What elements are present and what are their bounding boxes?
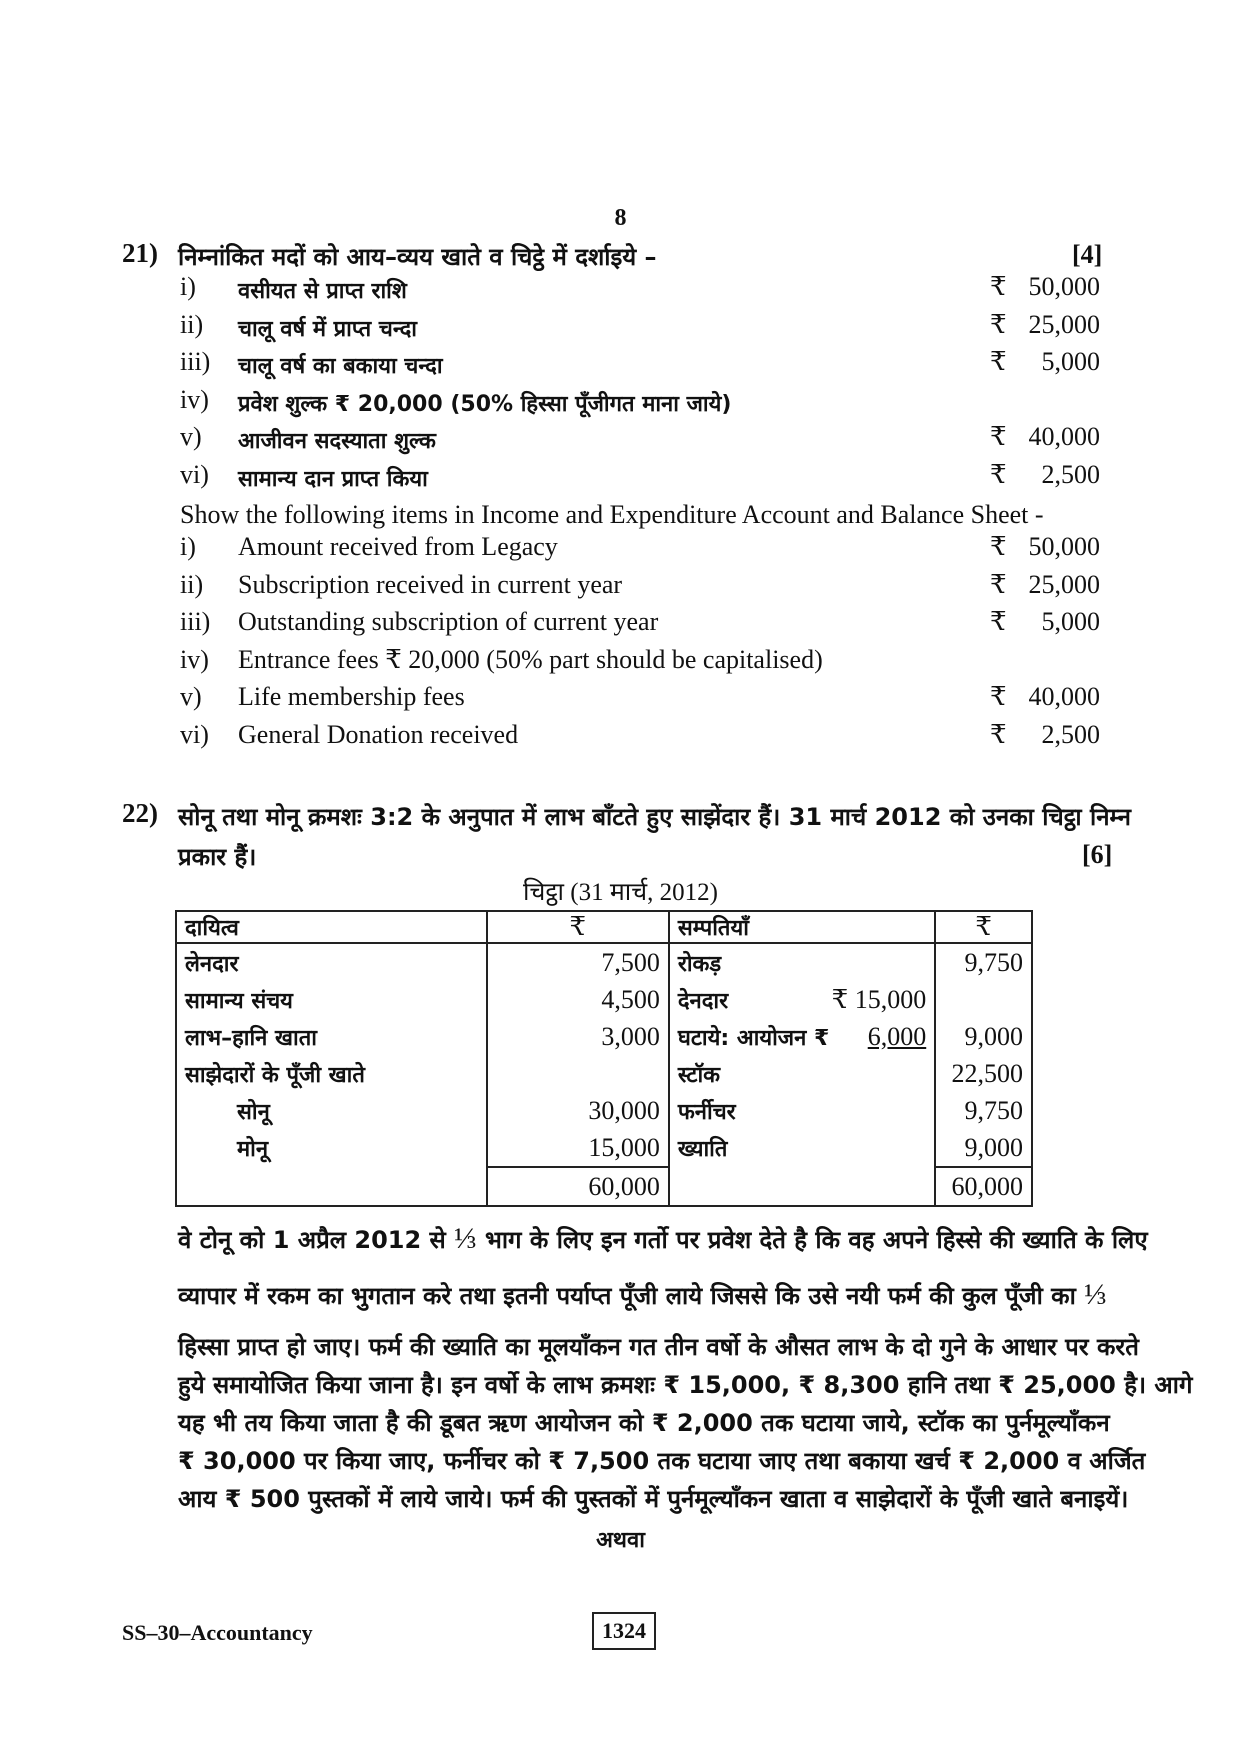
item-roman-numeral: i) (180, 272, 196, 301)
english-item (0, 720, 1241, 756)
rupee-symbol: ₹ (990, 569, 1007, 599)
liability-amount: 15,000 (487, 1129, 669, 1167)
amount-value: 25,000 (1028, 569, 1100, 599)
item-label: Entrance fees ₹ 20,000 (50% part should be capitalised) (238, 644, 823, 674)
liability-label: मोनू (176, 1129, 487, 1167)
item-roman-numeral: iv) (180, 384, 209, 414)
table-row (176, 1055, 1032, 1092)
english-item (0, 532, 1241, 568)
item-roman-numeral: ii) (180, 569, 204, 599)
item-label: General Donation received (238, 720, 519, 749)
item-label: सामान्य दान प्राप्त किया (238, 467, 428, 492)
amount-value: 2,500 (1041, 460, 1100, 489)
header-liab-rupee: ₹ (487, 911, 669, 943)
item-label: Subscription received in current year (238, 569, 623, 599)
fraction-one-third: ⅓ (454, 1222, 477, 1255)
asset-cell (669, 1129, 935, 1167)
item-label: प्रवेश शुल्क ₹ 20,000 (50% हिस्सा पूँजीगत माना जाये) (238, 391, 732, 417)
para-line1-a: वे टोनू को 1 अप्रैल 2012 से (178, 1226, 446, 1254)
asset-amount (935, 981, 1032, 1018)
q22-para-line7: आय ₹ 500 पुस्तकों में लाये जाये। फर्म की पुस्तकों में पुर्नमूल्याँकन खाता व साझेदारों के पूँजी खाते बनाइयें। (178, 1485, 1129, 1513)
english-item (0, 607, 1241, 643)
amount-value: 50,000 (1028, 272, 1100, 301)
q22-intro-line2: प्रकार हैं। (178, 843, 257, 871)
item-roman-numeral: v) (180, 422, 202, 452)
item-label: Life membership fees (238, 682, 465, 712)
asset-amount: 22,500 (935, 1055, 1032, 1092)
rupee-symbol: ₹ (990, 347, 1007, 377)
rupee-symbol: ₹ (990, 532, 1007, 561)
liability-amount: 30,000 (487, 1092, 669, 1129)
q21-number: 21) (122, 238, 158, 268)
item-label: वसीयत से प्राप्त राशि (238, 279, 407, 304)
rupee-symbol: ₹ (990, 422, 1007, 452)
q21-hindi-prompt: निम्नांकित मदों को आय–व्यय खाते व चिट्ठे में दर्शाइये – (178, 243, 657, 271)
item-roman-numeral: v) (180, 682, 202, 712)
page-number: 8 (614, 205, 627, 231)
header-assets: सम्पतियाँ (669, 911, 935, 943)
amount-value: 2,500 (1041, 720, 1100, 749)
asset-label: घटाये: आयोजन ₹ (677, 1025, 830, 1051)
table-header-row (176, 911, 1032, 943)
asset-cell (669, 1018, 935, 1055)
amount-value: 5,000 (1041, 347, 1100, 377)
liability-label: लेनदार (176, 943, 487, 981)
amount-value: 50,000 (1028, 532, 1100, 561)
q22-para-line3: हिस्सा प्राप्त हो जाए। फर्म की ख्याति का मूलयाँकन गत तीन वर्षो के औसत लाभ के दो गुने के आधार पर करते (178, 1333, 1139, 1361)
para-line1-b: भाग के लिए इन गर्तो पर प्रवेश देते है कि वह अपने हिस्से की ख्याति के लिए (484, 1226, 1148, 1254)
asset-label: देनदार (677, 988, 729, 1014)
liability-label: साझेदारों के पूँजी खाते (176, 1055, 487, 1092)
footer-code-box: 1324 (592, 1612, 656, 1650)
q22-para-line5: यह भी तय किया जाता है की डूबत ऋण आयोजन को ₹ 2,000 तक घटाया जाये, स्टॉक का पुर्नमूल्याँकन (178, 1409, 1110, 1437)
q22-para-line4: हुये समायोजित किया जाना है। इन वर्षो के लाभ क्रमशः ₹ 15,000, ₹ 8,300 हानि तथा ₹ 25,000 है। आगे (178, 1371, 1193, 1399)
liability-amount: 7,500 (487, 943, 669, 981)
hindi-item (0, 460, 1241, 496)
liability-amount: 3,000 (487, 1018, 669, 1055)
item-roman-numeral: ii) (180, 309, 204, 339)
asset-label: रोकड़ (677, 951, 722, 977)
hindi-item (0, 422, 1241, 458)
hindi-item (0, 347, 1241, 383)
table-row (176, 1129, 1032, 1167)
amount-value: 40,000 (1028, 682, 1100, 712)
table-row (176, 1018, 1032, 1055)
asset-label: ख्याति (677, 1137, 728, 1162)
liability-amount: 4,500 (487, 981, 669, 1018)
item-roman-numeral: i) (180, 532, 196, 561)
hindi-item (0, 272, 1241, 308)
item-label: चालू वर्ष का बकाया चन्दा (238, 354, 443, 380)
asset-amount: 9,750 (935, 1092, 1032, 1129)
rupee-symbol: ₹ (990, 607, 1007, 637)
item-label: Amount received from Legacy (238, 532, 558, 561)
total-assets: 60,000 (935, 1167, 1032, 1206)
rupee-symbol: ₹ (990, 460, 1007, 489)
amount-value: 40,000 (1028, 422, 1100, 452)
item-roman-numeral: iii) (180, 347, 211, 377)
balance-sheet-table (175, 910, 1033, 1207)
q21-marks: [4] (1072, 240, 1103, 269)
rupee-symbol: ₹ (990, 682, 1007, 712)
para-line2-text: व्यापार में रकम का भुगतान करे तथा इतनी पर्याप्त पूँजी लाये जिससे कि उसे नयी फर्म की कुल पूँजी का (178, 1282, 1076, 1310)
english-item (0, 645, 1241, 681)
footer-subject: SS–30–Accountancy (122, 1620, 313, 1645)
english-item (0, 682, 1241, 718)
english-item (0, 570, 1241, 606)
asset-cell (669, 1055, 935, 1092)
item-label: Outstanding subscription of current year (238, 607, 659, 637)
table-body (176, 943, 1032, 1167)
asset-sub-amount: 6,000 (867, 1021, 927, 1051)
fraction-one-third-2: ⅓ (1084, 1278, 1107, 1311)
asset-amount: 9,000 (935, 1018, 1032, 1055)
amount-value: 25,000 (1028, 309, 1100, 339)
liability-label: सोनू (176, 1092, 487, 1129)
table-row (176, 981, 1032, 1018)
q22-para-line2 (178, 1278, 1123, 1312)
item-roman-numeral: iv) (180, 644, 209, 674)
rupee-symbol: ₹ (990, 272, 1007, 301)
rupee-symbol: ₹ (990, 309, 1007, 339)
balance-sheet-title: चिट्ठा (31 मार्च, 2012) (522, 879, 718, 906)
liability-amount (487, 1055, 669, 1092)
asset-amount: 9,750 (935, 943, 1032, 981)
q22-para-line1 (178, 1222, 1148, 1256)
q22-intro-line1: सोनू तथा मोनू क्रमशः 3:2 के अनुपात में लाभ बाँटते हुए साझेंदार हैं। 31 मार्च 2012 को उनका चिट्ठा निम्न (178, 803, 1131, 831)
hindi-item (0, 310, 1241, 346)
table-total-row (176, 1167, 1032, 1206)
asset-cell (669, 943, 935, 981)
asset-label: फर्नीचर (677, 1099, 736, 1125)
item-roman-numeral: iii) (180, 607, 211, 637)
item-label: चालू वर्ष में प्राप्त चन्दा (238, 316, 418, 342)
liability-label: लाभ–हानि खाता (176, 1018, 487, 1055)
or-text: अथवा (596, 1528, 645, 1553)
header-asset-rupee: ₹ (935, 911, 1032, 943)
asset-cell (669, 1092, 935, 1129)
table-row (176, 1092, 1032, 1129)
hindi-item (0, 385, 1241, 421)
q22-marks: [6] (1082, 840, 1113, 869)
amount-value: 5,000 (1041, 607, 1100, 637)
header-liabilities: दायित्व (176, 911, 487, 943)
q22-para-line6: ₹ 30,000 पर किया जाए, फर्नीचर को ₹ 7,500 तक घटाया जाए तथा बकाया खर्च ₹ 2,000 व अर्जित (178, 1447, 1146, 1475)
total-liabilities: 60,000 (487, 1167, 669, 1206)
asset-sub-amount: ₹ 15,000 (831, 984, 927, 1014)
item-label: आजीवन सदस्याता शुल्क (238, 429, 436, 455)
q21-english-prompt: Show the following items in Income and Expenditure Account and Balance Sheet - (180, 500, 1044, 529)
table-row (176, 943, 1032, 981)
asset-cell (669, 981, 935, 1018)
item-roman-numeral: vi) (180, 460, 209, 489)
item-roman-numeral: vi) (180, 720, 209, 749)
rupee-symbol: ₹ (990, 720, 1007, 749)
asset-label: स्टॉक (677, 1062, 721, 1088)
q22-number: 22) (122, 798, 158, 828)
liability-label: सामान्य संचय (176, 981, 487, 1018)
asset-amount: 9,000 (935, 1129, 1032, 1167)
